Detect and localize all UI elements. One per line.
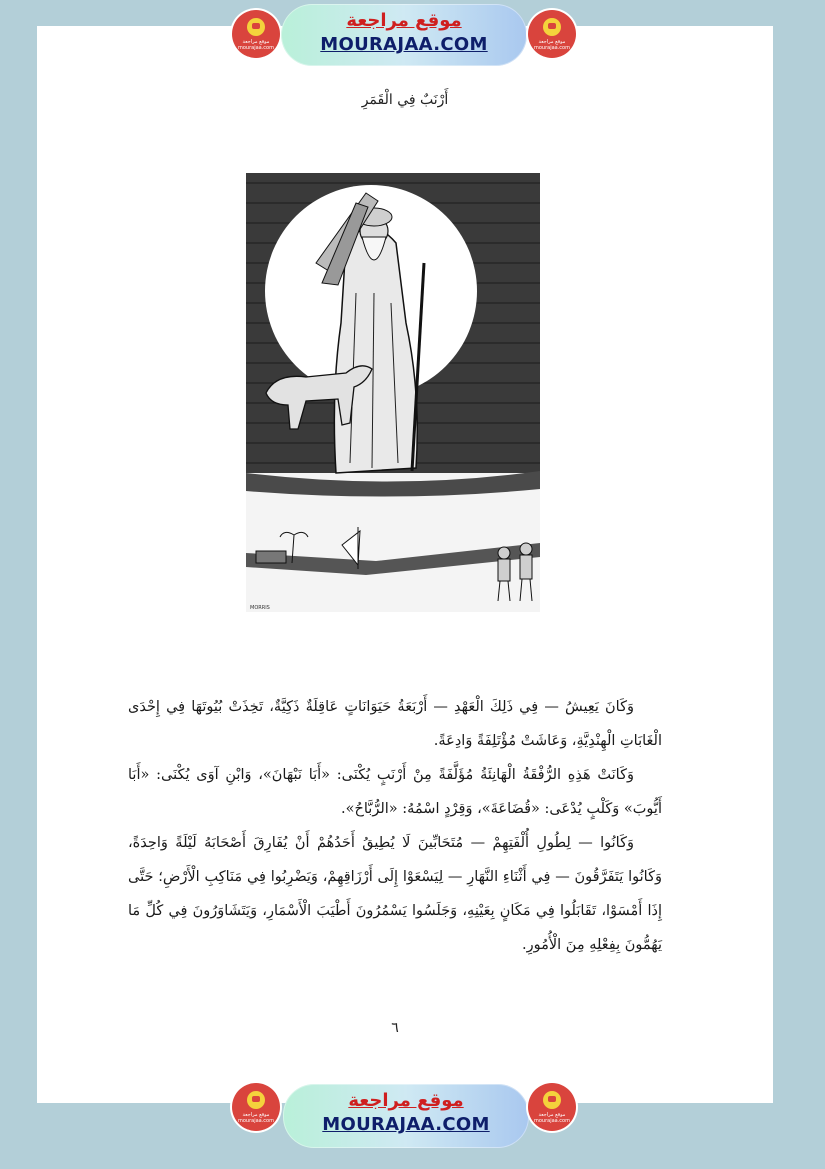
site-name-ar[interactable]: موقع مراجعة [346,10,462,31]
story-body [128,690,662,962]
story-paragraph: وَكَانَ يَعِيشُ — فِي ذَلِكَ الْعَهْدِ — أَرْبَعَةُ حَيَوَانَاتٍ عَاقِلَةٌ ذَكِيَّةٌ، تَخِذَتْ بُيُوتَهَا فِي إِحْدَى الْغَابَاتِ الْهِنْدِيَّةِ، وَعَاشَتْ مُؤْتَلِفَةً وَادِعَةً. [128,699,662,749]
site-banner-top[interactable] [281,4,527,66]
site-logo-icon[interactable] [528,1083,576,1131]
story-title: أَرْنَبٌ فِي الْقَمَرِ [361,92,449,108]
logo-caption-ar: موقع مراجعة [242,39,270,45]
story-paragraph: وَكَانُوا — لِطُولِ أُلْفَتِهِمْ — مُتَحَابِّينَ لَا يُطِيقُ أَحَدُهُمْ أَنْ يُفَارِقَ أَصْحَابَهُ لَيْلَةً وَاحِدَةً، وَكَانُوا يَتَفَرَّقُونَ — فِي أَثْنَاءِ النَّهَارِ — لِيَسْعَوْا إِلَى أَرْزَاقِهِمْ، وَيَضْرِبُوا فِي مَنَاكِبِ الْأَرْضِ؛ حَتَّى إِذَا أَمْسَوْا، تَقَابَلُوا فِي مَكَانٍ بِعَيْنِهِ، وَجَلَسُوا يَسْمُرُونَ أَطْيَبَ الْأَسْمَارِ، وَيَتَشَاوَرُونَ فِي كُلِّ مَا يَهُمُّونَ بِفِعْلِهِ مِنَ الْأُمُورِ. [128,835,662,953]
logo-caption: mourajaa.com [533,1118,570,1124]
site-banner-bottom[interactable] [283,1084,529,1148]
logo-caption-ar: موقع مراجعة [242,1112,270,1118]
page-number: ٦ [391,1020,399,1036]
story-paragraph: وَكَانَتْ هَذِهِ الرُّفْقَةُ الْهَانِئَةُ مُؤَلَّفَةً مِنْ أَرْنَبٍ يُكْنَى: «أَبَا نَبْهَانَ»، وَابْنِ آوَى يُكْنَى: «أَبَا أَيُّوبَ» وَكَلْبٍ يُدْعَى: «قُضَاعَةَ»، وَقِرْدٍ اسْمُهُ: «الرُّبَّاحُ». [128,767,662,817]
logo-caption-ar: موقع مراجعة [538,39,566,45]
logo-caption-ar: موقع مراجعة [538,1112,566,1118]
site-logo-icon[interactable] [232,1083,280,1131]
site-logo-icon[interactable] [528,10,576,58]
illustration-signature: MORRIS [250,605,270,611]
logo-caption: mourajaa.com [533,45,570,51]
logo-caption: mourajaa.com [237,1118,274,1124]
site-name-en[interactable]: MOURAJAA.COM [320,34,488,55]
logo-caption: mourajaa.com [237,45,274,51]
site-logo-icon[interactable] [232,10,280,58]
site-name-en[interactable]: MOURAJAA.COM [322,1114,490,1135]
old-man-with-dog-illustration-icon [246,173,540,612]
site-name-ar[interactable]: موقع مراجعة [348,1090,464,1111]
